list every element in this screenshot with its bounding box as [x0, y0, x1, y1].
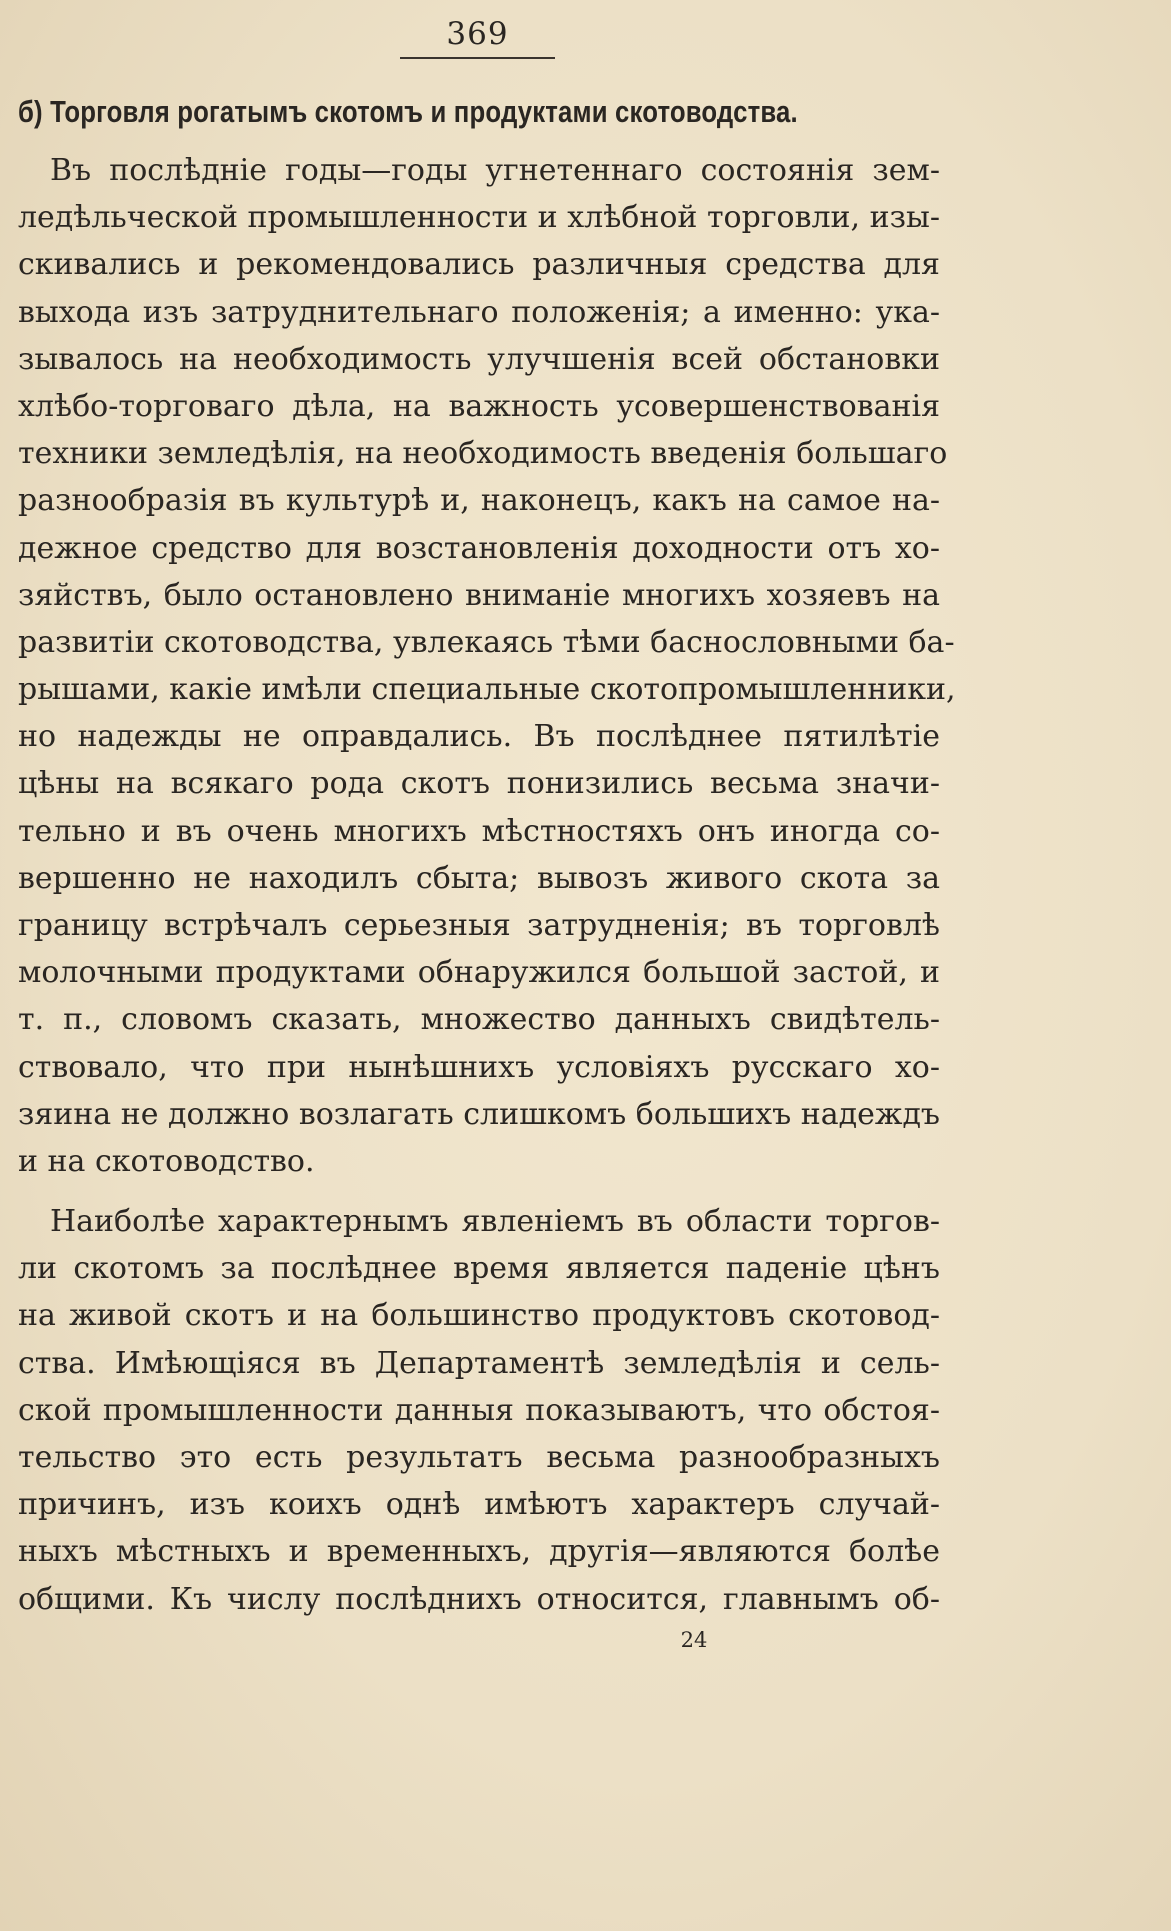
text-line: на живой скотъ и на большинство продуктовъ скотовод-: [18, 1298, 940, 1334]
text-line: зывалось на необходимость улучшенія всей обстановки: [18, 341, 940, 377]
text-line: ской промышленности данныя показываютъ, что обстоя-: [18, 1392, 940, 1428]
text-line: ныхъ мѣстныхъ и временныхъ, другія—являются болѣе: [18, 1534, 940, 1570]
text-line: дежное средство для возстановленія доходности отъ хо-: [18, 530, 940, 566]
text-line: т. п., словомъ сказать, множество данныхъ свидѣтель-: [18, 1002, 940, 1038]
section-heading: б) Торговля рогатымъ скотомъ и продуктами скотоводства.: [18, 94, 798, 129]
page-number: 369: [446, 16, 509, 52]
text-line: ствовало, что при нынѣшнихъ условіяхъ русскаго хо-: [18, 1049, 940, 1085]
text-line: техники земледѣлія, на необходимость введенія большаго: [18, 436, 948, 472]
text-line: тельно и въ очень многихъ мѣстностяхъ онъ иногда со-: [18, 813, 940, 849]
text-line: развитіи скотоводства, увлекаясь тѣми баснословными ба-: [18, 624, 955, 660]
text-line: молочными продуктами обнаружился большой застой, и: [18, 955, 940, 991]
text-line: рышами, какіе имѣли специальные скотопромышленники,: [18, 672, 956, 708]
text-line: Въ послѣдніе годы—годы угнетеннаго состоянія зем-: [50, 153, 940, 188]
paragraph-1: [18, 147, 956, 1185]
text-line: тельство это есть результатъ весьма разнообразныхъ: [18, 1439, 940, 1475]
text-line: границу встрѣчалъ серьезныя затрудненія; въ торговлѣ: [18, 908, 940, 943]
text-line: общими. Къ числу послѣднихъ относится, главнымъ об-: [18, 1581, 940, 1617]
text-line: скивались и рекомендовались различныя средства для: [18, 247, 940, 283]
text-line: разнообразія въ культурѣ и, наконецъ, какъ на самое на-: [18, 483, 940, 519]
paragraph-2: [18, 1198, 940, 1623]
text-line: вершенно не находилъ сбыта; вывозъ живого скота за: [18, 860, 940, 896]
signature-mark: 24: [680, 1628, 708, 1652]
text-line: ства. Имѣющіяся въ Департаментѣ земледѣлія и сель-: [18, 1345, 940, 1381]
text-line: и на скотоводство.: [18, 1143, 315, 1179]
text-line: цѣны на всякаго рода скотъ понизились весьма значи-: [18, 766, 940, 802]
text-line: ледѣльческой промышленности и хлѣбной торговли, изы-: [18, 200, 940, 236]
page-number-rule: [400, 57, 555, 59]
text-line: зяина не должно возлагать слишкомъ большихъ надеждъ: [18, 1096, 940, 1132]
text-line: Наиболѣе характернымъ явленіемъ въ области торгов-: [50, 1204, 940, 1239]
text-line: причинъ, изъ коихъ однѣ имѣютъ характеръ случай-: [18, 1487, 940, 1523]
text-line: зяйствъ, было остановлено вниманіе многихъ хозяевъ на: [18, 577, 940, 613]
text-line: хлѣбо-торговаго дѣла, на важность усовершенствованія: [18, 388, 940, 424]
text-line: выхода изъ затруднительнаго положенія; а именно: ука-: [18, 294, 940, 330]
text-line: но надежды не оправдались. Въ послѣднее пятилѣтіе: [18, 719, 940, 755]
text-line: ли скотомъ за послѣднее время является паденіе цѣнъ: [18, 1251, 940, 1287]
